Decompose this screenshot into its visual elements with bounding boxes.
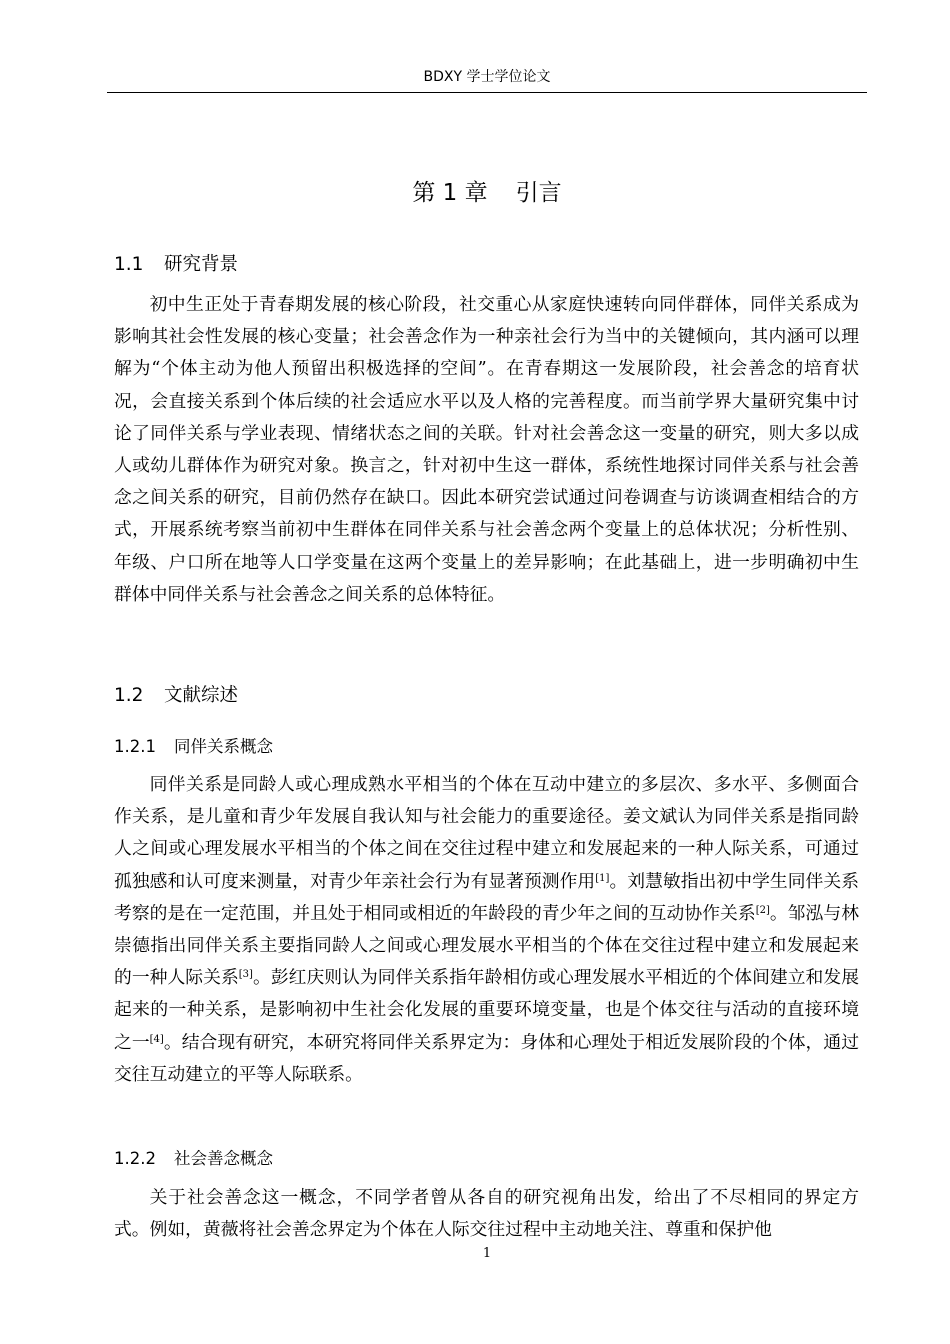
subsection-heading-1-2-2 [114, 1146, 273, 1172]
section-heading-1-2 [114, 683, 238, 709]
subsection-title: 社会善念概念 [174, 1149, 273, 1168]
citation[interactable]: [4] [149, 1033, 164, 1045]
running-header: BDXY 学士学位论文 [423, 69, 551, 85]
paragraph-social-mindfulness: 关于社会善念这一概念，不同学者曾从各自的研究视角出发，给出了不尽相同的界定方式。例如，黄薇将社会善念界定为个体在人际交往过程中主动地关注、尊重和保护他 [114, 1187, 859, 1241]
subsection-number: 1.2.2 [114, 1149, 156, 1168]
subsection-heading-1-2-1 [114, 734, 273, 760]
section-title: 研究背景 [164, 254, 239, 275]
section-number: 1.2 [114, 685, 144, 706]
page-number: 1 [482, 1246, 492, 1261]
citation[interactable]: [2] [755, 904, 770, 916]
subsection-title: 同伴关系概念 [174, 737, 273, 756]
header-rule [107, 92, 867, 93]
text-segment: 。刘慧敏指出初中学生同伴关系考察的是在一定范围，并且处于相同或相近的年龄段的青少年之间的互动协作关系 [114, 870, 859, 924]
section-number: 1.1 [114, 254, 144, 275]
paragraph-research-background: 初中生正处于青春期发展的核心阶段，社交重心从家庭快速转向同伴群体，同伴关系成为影响其社会性发展的核心变量；社会善念作为一种亲社会行为当中的关键倾向，其内涵可以理解为“个体主动为他人预留出积极选择的空间”。在青春期这一发展阶段，社会善念的培育状况，会直接关系到个体后续的社会适应水平以及人格的完善程度。而当前学界大量研究集中讨论了同伴关系与学业表现、情绪状态之间的关联。针对社会善念这一变量的研究，则大多以成人或幼儿群体作为研究对象。换言之，针对初中生这一群体，系统性地探讨同伴关系与社会善念之间关系的研究，目前仍然存在缺口。因此本研究尝试通过问卷调查与访谈调查相结合的方式，开展系统考察当前初中生群体在同伴关系与社会善念两个变量上的总体状况；分析性别、年级、户口所在地等人口学变量在这两个变量上的差异影响；在此基础上，进一步明确初中生群体中同伴关系与社会善念之间关系的总体特征。 [114, 294, 859, 605]
chapter-title [107, 176, 867, 210]
section-title: 文献综述 [164, 685, 239, 706]
chapter-name: 引言 [515, 180, 562, 206]
paragraph-peer-relationship [114, 769, 859, 1091]
text-segment: 。邹泓与林崇德指出同伴关系主要指同龄人之间或心理发展水平相当的个体在交往过程中建立和发展起来的一种人际关系 [114, 902, 859, 989]
chapter-number: 第 1 章 [412, 180, 488, 206]
citation[interactable]: [3] [238, 969, 253, 981]
section-heading-1-1 [114, 252, 238, 278]
subsection-number: 1.2.1 [114, 737, 156, 756]
citation[interactable]: [1] [595, 872, 610, 884]
text-segment: 同伴关系是同龄人或心理成熟水平相当的个体在互动中建立的多层次、多水平、多侧面合作关系，是儿童和青少年发展自我认知与社会能力的重要途径。姜文斌认为同伴关系是指同龄人之间或心理发展水平相当的个体之间在交往过程中建立和发展起来的一种人际关系，可通过孤独感和认可度来测量，对青少年亲社会行为有显著预测作用 [114, 774, 859, 892]
text-segment: 。彭红庆则认为同伴关系指年龄相仿或心理发展水平相近的个体间建立和发展起来的一种关系，是影响初中生社会化发展的重要环境变量，也是个体交往与活动的直接环境之一 [114, 967, 859, 1053]
text-segment: 。结合现有研究，本研究将同伴关系界定为：身体和心理处于相近发展阶段的个体，通过交往互动建立的平等人际联系。 [114, 1031, 859, 1085]
